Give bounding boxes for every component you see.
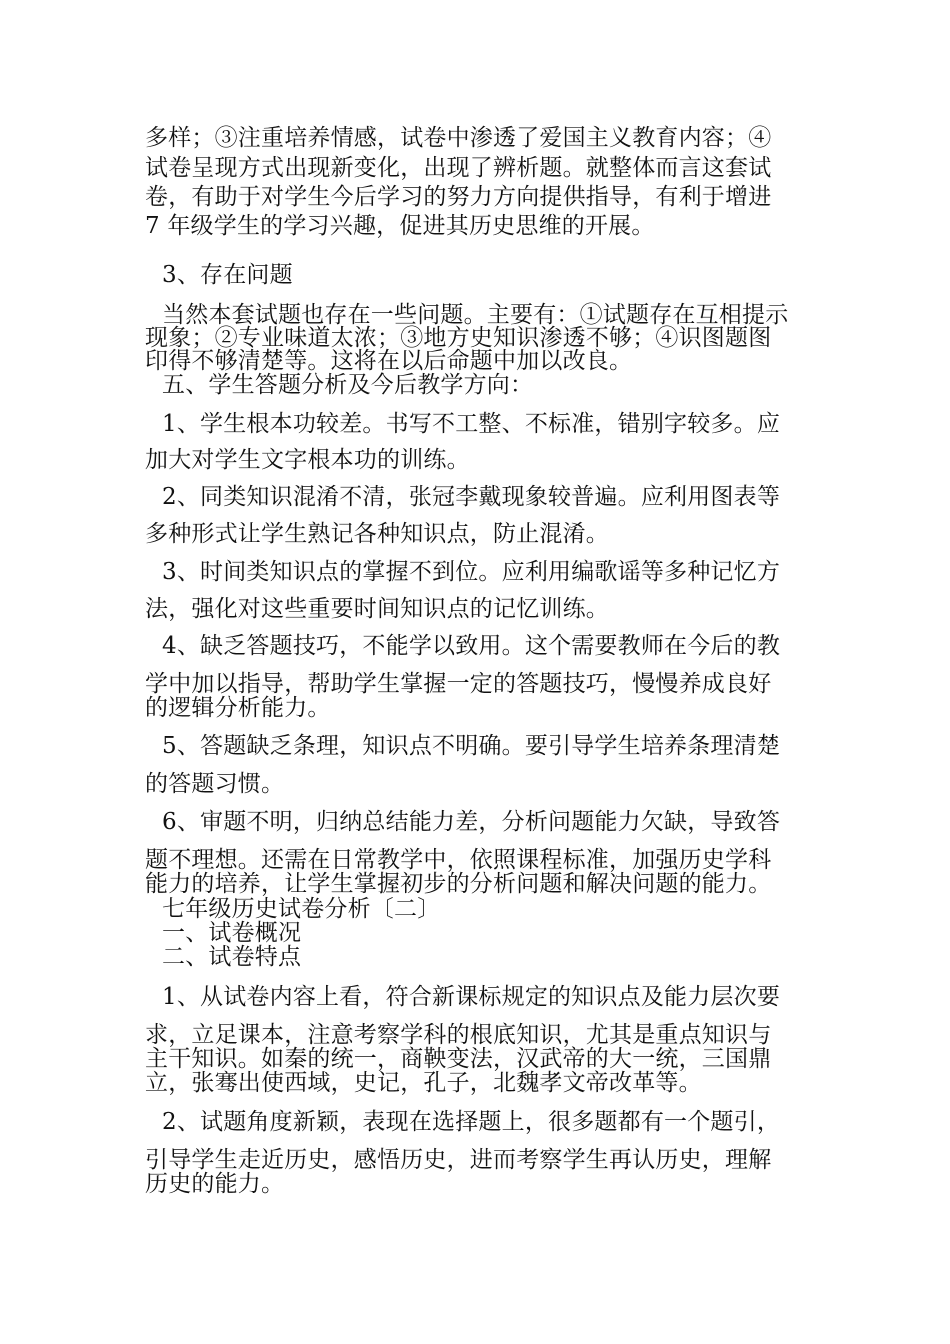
text-line: 能力的培养，让学生掌握初步的分析问题和解决问题的能力。: [145, 871, 772, 897]
text-line: 多种形式让学生熟记各种知识点，防止混淆。: [145, 521, 609, 547]
text-line: 的逻辑分析能力。: [145, 695, 331, 721]
document-title: 七年级历史试卷分析〔二〕: [162, 896, 441, 922]
text-line: 题不理想。还需在日常教学中，依照课程标准，加强历史学科: [145, 847, 772, 873]
list-item: 1、从试卷内容上看，符合新课标规定的知识点及能力层次要: [162, 984, 781, 1010]
text-line: 学中加以指导，帮助学生掌握一定的答题技巧，慢慢养成良好: [145, 671, 772, 697]
text-line: 立，张骞出使西域，史记，孔子，北魏孝文帝改革等。: [145, 1070, 702, 1096]
text-line: 当然本套试题也存在一些问题。主要有：①试题存在互相提示: [162, 302, 789, 328]
text-line: 加大对学生文字根本功的训练。: [145, 447, 470, 473]
text-line: 7 年级学生的学习兴趣，促进其历史思维的开展。: [145, 213, 655, 239]
list-item: 6、审题不明，归纳总结能力差，分析问题能力欠缺，导致答: [162, 809, 781, 835]
text-line: 主干知识。如秦的统一，商鞅变法，汉武帝的大一统，三国鼎: [145, 1046, 772, 1072]
text-line: 印得不够清楚等。这将在以后命题中加以改良。: [145, 348, 633, 374]
list-item: 3、时间类知识点的掌握不到位。应利用编歌谣等多种记忆方: [162, 559, 781, 585]
text-line: 法，强化对这些重要时间知识点的记忆训练。: [145, 596, 609, 622]
text-line: 卷，有助于对学生今后学习的努力方向提供指导，有利于增进: [145, 184, 772, 210]
section-heading: 一、试卷概况: [162, 920, 302, 946]
section-heading: 二、试卷特点: [162, 944, 302, 970]
text-line: 引导学生走近历史，感悟历史，进而考察学生再认历史，理解: [145, 1147, 772, 1173]
list-item: 5、答题缺乏条理，知识点不明确。要引导学生培养条理清楚: [162, 733, 781, 759]
text-line: 历史的能力。: [145, 1171, 285, 1197]
text-line: 求，立足课本，注意考察学科的根底知识，尤其是重点知识与: [145, 1022, 772, 1048]
section-heading: 五、学生答题分析及今后教学方向：: [162, 372, 534, 398]
text-line: 的答题习惯。: [145, 771, 285, 797]
list-item: 2、同类知识混淆不清，张冠李戴现象较普遍。应利用图表等: [162, 484, 781, 510]
text-line: 试卷呈现方式出现新变化，出现了辨析题。就整体而言这套试: [145, 155, 772, 181]
list-item: 4、缺乏答题技巧，不能学以致用。这个需要教师在今后的教: [162, 633, 781, 659]
list-item: 1、学生根本功较差。书写不工整、不标准，错别字较多。应: [162, 411, 781, 437]
list-item: 2、试题角度新颖，表现在选择题上，很多题都有一个题引，: [162, 1109, 781, 1135]
section-heading: 3、存在问题: [162, 262, 293, 288]
text-line: 现象；②专业味道太浓；③地方史知识渗透不够；④识图题图: [145, 325, 772, 351]
text-line: 多样；③注重培养情感，试卷中渗透了爱国主义教育内容；④: [145, 125, 772, 151]
